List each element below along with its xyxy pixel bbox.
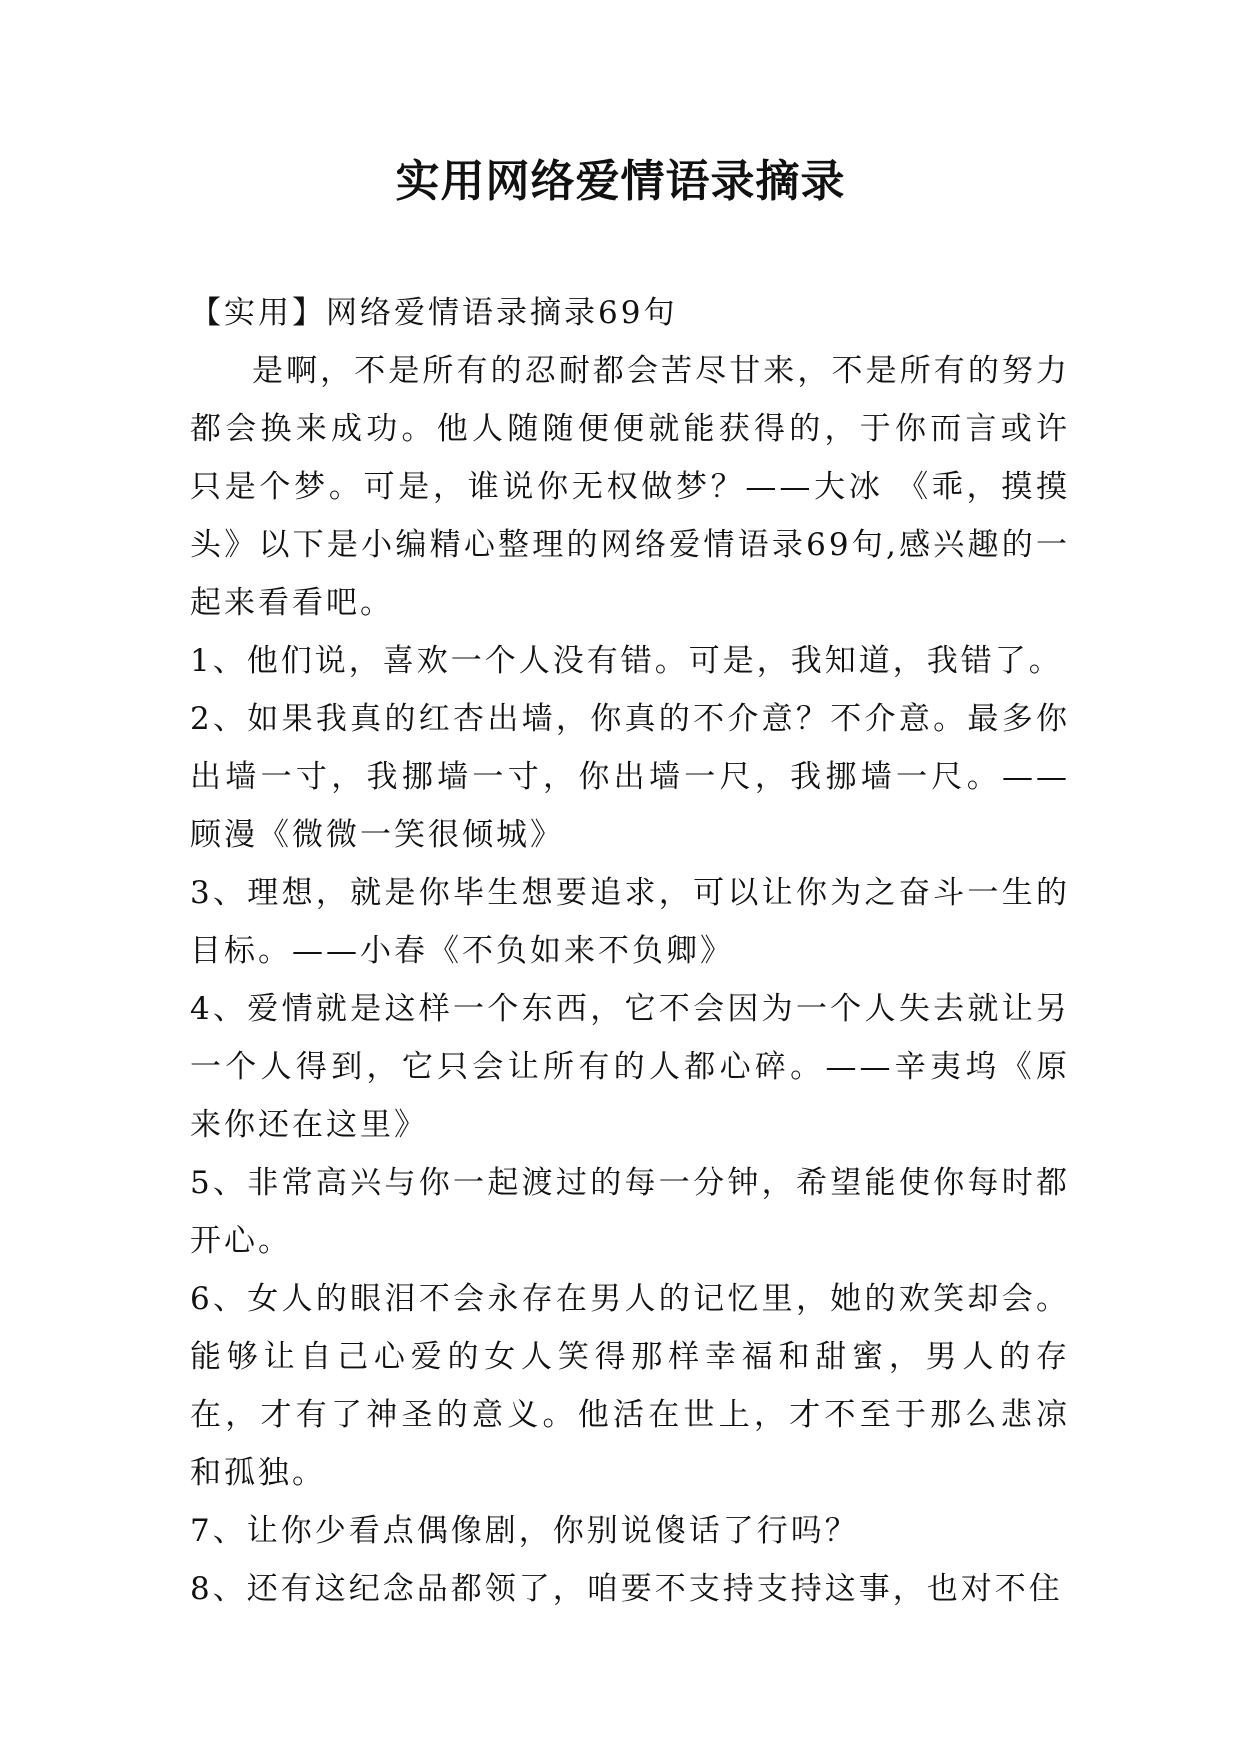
document-title: 实用网络爱情语录摘录 — [395, 156, 846, 207]
intro-paragraph: 是啊，不是所有的忍耐都会苦尽甘来，不是所有的努力都会换来成功。他人随随便便就能获得的，于你而言或许只是个梦。可是，谁说你无权做梦？——大冰 《乖，摸摸头》以下是小编精心整理的网络爱情语录69句,感兴趣的一起来看看吧。 — [190, 353, 1070, 621]
quote-item-7: 7、让你少看点偶像剧，你别说傻话了行吗？ — [190, 1513, 859, 1549]
quote-item-1: 1、他们说，喜欢一个人没有错。可是，我知道，我错了。 — [190, 643, 1063, 679]
document-body — [190, 284, 1070, 1618]
quote-item-3: 3、理想，就是你毕生想要追求，可以让你为之奋斗一生的目标。——小春《不负如来不负卿》 — [190, 875, 1070, 969]
document-subtitle: 【实用】网络爱情语录摘录69句 — [190, 295, 678, 331]
quote-item-5: 5、非常高兴与你一起渡过的每一分钟，希望能使你每时都开心。 — [190, 1165, 1070, 1259]
quote-item-4: 4、爱情就是这样一个东西，它不会因为一个人失去就让另一个人得到，它只会让所有的人都心碎。——辛夷坞《原来你还在这里》 — [190, 991, 1070, 1143]
quote-item-2: 2、如果我真的红杏出墙，你真的不介意？不介意。最多你出墙一寸，我挪墙一寸，你出墙一尺，我挪墙一尺。——顾漫《微微一笑很倾城》 — [190, 701, 1070, 853]
quote-item-8: 8、还有这纪念品都领了，咱要不支持支持这事，也对不住 — [190, 1571, 1063, 1607]
quote-item-6: 6、女人的眼泪不会永存在男人的记忆里，她的欢笑却会。能够让自己心爱的女人笑得那样幸福和甜蜜，男人的存在，才有了神圣的意义。他活在世上，才不至于那么悲凉和孤独。 — [190, 1281, 1070, 1491]
